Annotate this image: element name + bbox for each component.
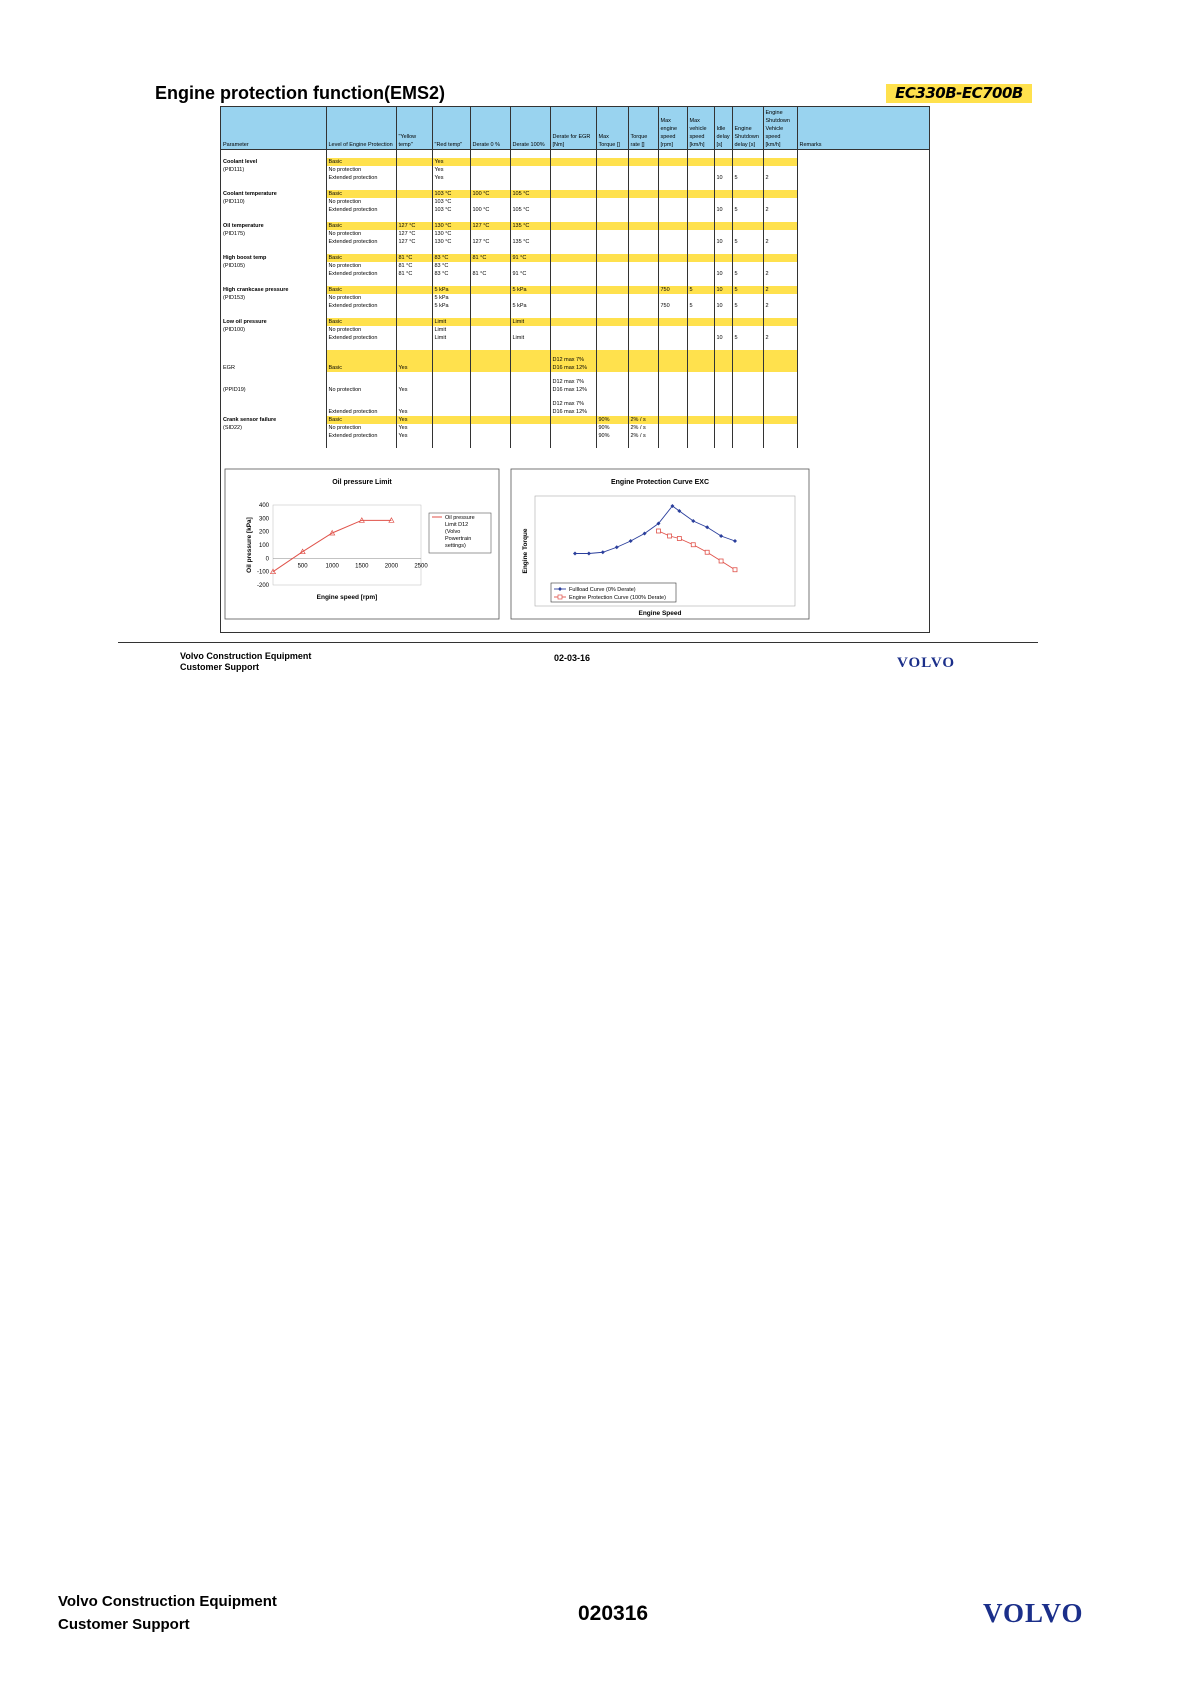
table-cell: No protection — [326, 262, 396, 270]
table-cell: No protection — [326, 424, 396, 432]
table-cell: 5 — [732, 174, 763, 182]
legend-text: Powertrain — [445, 536, 472, 542]
table-cell: 2% / s — [628, 416, 658, 424]
table-cell: 2 — [763, 270, 797, 278]
table-cell: 100 °C — [470, 206, 510, 214]
table-cell: Extended protection — [326, 270, 396, 278]
table-cell: Yes — [432, 158, 470, 166]
column-header: Parameter — [221, 107, 326, 150]
oil-pressure-chart — [225, 469, 499, 619]
table-cell: (PID111) — [223, 167, 245, 173]
table-cell: Extended protection — [326, 334, 396, 342]
chart-title: Oil pressure Limit — [332, 479, 392, 486]
table-cell: 100 °C — [470, 190, 510, 198]
footer-small-company — [180, 651, 311, 673]
x-tick-label: 1000 — [325, 563, 339, 570]
legend-text: Fullload Curve (0% Derate) — [569, 587, 636, 593]
y-tick-label: -100 — [256, 569, 269, 576]
table-cell: Limit — [432, 318, 470, 326]
column-header: Level of Engine Protection — [326, 107, 396, 150]
table-cell: 81 °C — [470, 270, 510, 278]
footer-dept: Customer Support — [58, 1616, 190, 1633]
table-cell: 2 — [763, 174, 797, 182]
y-tick-label: -200 — [256, 583, 269, 589]
table-cell: 10 — [714, 206, 732, 214]
table-cell: No protection — [326, 166, 396, 174]
table-cell: 10 — [714, 270, 732, 278]
table-cell: 2% / s — [628, 424, 658, 432]
table-cell: (PID100) — [223, 327, 246, 333]
table-cell: Limit — [432, 326, 470, 334]
y-axis-label: Engine Torque — [522, 528, 529, 574]
table-cell: 2% / s — [628, 432, 658, 440]
table-cell: Limit — [432, 334, 470, 342]
table-cell: 81 °C — [396, 270, 432, 278]
table-cell: 5 kPa — [510, 286, 550, 294]
table-cell: 103 °C — [432, 190, 470, 198]
document-code: 020316 — [578, 1602, 649, 1625]
table-cell: Yes — [396, 416, 432, 424]
column-header: Remarks — [797, 107, 929, 150]
table-cell: Yes — [396, 350, 432, 372]
table-cell: Coolant temperature — [223, 191, 277, 197]
table-cell: 750 — [658, 302, 687, 310]
column-header: Engine Shutdown Vehicle speed [km/h] — [763, 107, 797, 150]
table-cell: Extended protection — [326, 238, 396, 246]
table-cell: 81 °C — [470, 254, 510, 262]
table-cell: 130 °C — [432, 230, 470, 238]
table-cell: No protection — [326, 372, 396, 394]
table-cell: 2 — [763, 238, 797, 246]
table-cell: Extended protection — [326, 432, 396, 440]
table-cell: Yes — [396, 424, 432, 432]
legend-text: settings) — [445, 543, 466, 549]
legend-marker — [558, 595, 562, 599]
egr-derate-value: D12 max 7% — [552, 379, 584, 385]
table-cell: 10 — [714, 286, 732, 294]
table-cell: 750 — [658, 286, 687, 294]
table-cell: 5 — [732, 334, 763, 342]
data-point — [719, 559, 723, 563]
data-point — [656, 529, 660, 533]
table-cell: (PID110) — [223, 199, 245, 205]
data-point — [705, 550, 709, 554]
table-cell: 2 — [763, 206, 797, 214]
table-cell: Yes — [432, 166, 470, 174]
column-header: Idle delay [s] — [714, 107, 732, 150]
table-cell: 105 °C — [510, 206, 550, 214]
table-cell: Low oil pressure — [223, 319, 267, 325]
table-cell: Extended protection — [326, 174, 396, 182]
table-cell: Yes — [396, 372, 432, 394]
x-tick-label: 1500 — [355, 563, 369, 570]
table-cell: (SID22) — [223, 425, 242, 431]
table-cell: Extended protection — [326, 394, 396, 416]
table-cell: 5 kPa — [510, 302, 550, 310]
volvo-logo-small: VOLVO — [897, 655, 956, 671]
footer-company — [58, 1590, 277, 1636]
data-point — [668, 534, 672, 538]
table-cell: Yes — [396, 432, 432, 440]
column-header: Derate 100% — [510, 107, 550, 150]
table-cell: High boost temp — [223, 255, 267, 261]
data-point — [733, 568, 737, 572]
legend-text: Oil pressure — [445, 515, 475, 521]
table-cell: 127 °C — [396, 222, 432, 230]
column-header: Torque rate [] — [628, 107, 658, 150]
protection-table-sheet — [220, 106, 930, 633]
table-cell: 90% — [596, 416, 628, 424]
table-cell: Extended protection — [326, 206, 396, 214]
table-cell: Coolant level — [223, 159, 258, 165]
charts-layer — [221, 107, 929, 632]
engine-protection-curve-chart — [511, 469, 809, 619]
column-header: Max Torque [] — [596, 107, 628, 150]
footer-small-date: 02-03-16 — [554, 653, 591, 663]
table-cell: Basic — [326, 350, 396, 372]
table-cell: Oil temperature — [223, 223, 264, 229]
table-cell: Basic — [326, 222, 396, 230]
table-cell: 5 — [732, 286, 763, 294]
table-cell: 2 — [763, 334, 797, 342]
slide-title: Engine protection function(EMS2) — [155, 83, 445, 103]
x-axis-label: Engine Speed — [638, 610, 682, 617]
table-cell: 127 °C — [470, 238, 510, 246]
table-cell: 5 — [732, 302, 763, 310]
table-cell: 10 — [714, 174, 732, 182]
footer-divider — [118, 642, 1038, 643]
table-cell: 5 — [687, 286, 714, 294]
y-tick-label: 100 — [258, 543, 269, 549]
table-cell: 5 — [732, 238, 763, 246]
table-cell: 91 °C — [510, 254, 550, 262]
table-cell: Yes — [396, 394, 432, 416]
table-cell: 135 °C — [510, 238, 550, 246]
table-cell: Basic — [326, 416, 396, 424]
egr-derate-value: D16 max 12% — [552, 365, 588, 371]
table-cell: 130 °C — [432, 222, 470, 230]
model-badge: EC330B-EC700B — [886, 84, 1032, 103]
table-cell: 5 — [687, 302, 714, 310]
x-tick-label: 500 — [297, 563, 308, 570]
y-tick-label: 400 — [258, 503, 269, 509]
table-cell: Crank sensor failure — [223, 417, 277, 423]
y-tick-label: 200 — [258, 529, 269, 536]
table-cell: (PID153) — [223, 295, 246, 301]
table-cell: Basic — [326, 286, 396, 294]
column-header: Engine Shutdown delay [s] — [732, 107, 763, 150]
x-tick-label: 2500 — [414, 563, 428, 570]
table-cell: 81 °C — [396, 262, 432, 270]
legend-text: Engine Protection Curve (100% Derate) — [569, 595, 666, 601]
y-tick-label: 0 — [265, 556, 269, 563]
footer-small-dept: Customer Support — [180, 662, 260, 672]
column-header: Derate for EGR [Nm] — [550, 107, 596, 150]
table-cell: 127 °C — [396, 230, 432, 238]
legend-text: Limit D12 — [445, 522, 469, 528]
data-point — [677, 537, 681, 541]
table-cell: No protection — [326, 326, 396, 334]
table-cell: 130 °C — [432, 238, 470, 246]
table-cell: 127 °C — [470, 222, 510, 230]
footer-small-company-name: Volvo Construction Equipment — [180, 651, 312, 661]
chart-title: Engine Protection Curve EXC — [610, 479, 710, 486]
table-cell: 5 kPa — [432, 286, 470, 294]
table-cell: 103 °C — [432, 198, 470, 206]
table-cell: 83 °C — [432, 262, 470, 270]
table-cell: (PPID19) — [223, 387, 246, 393]
table-cell: Basic — [326, 190, 396, 198]
table-cell: Basic — [326, 254, 396, 262]
table-cell: (PID175) — [223, 231, 246, 237]
egr-derate-value: D16 max 12% — [552, 387, 588, 393]
y-tick-label: 300 — [258, 516, 269, 523]
table-cell: Limit — [510, 334, 550, 342]
table-cell: 5 kPa — [432, 302, 470, 310]
table-cell: Extended protection — [326, 302, 396, 310]
table-cell: 10 — [714, 334, 732, 342]
egr-derate-value: D12 max 7% — [552, 401, 584, 407]
table-cell: 10 — [714, 302, 732, 310]
column-header: Max engine speed [rpm] — [658, 107, 687, 150]
footer-company-name: Volvo Construction Equipment — [58, 1593, 277, 1610]
column-header: "Red temp" — [432, 107, 470, 150]
table-cell: 127 °C — [396, 238, 432, 246]
table-cell: 105 °C — [510, 190, 550, 198]
table-cell: 83 °C — [432, 270, 470, 278]
y-axis-label: Oil pressure [kPa] — [246, 517, 253, 573]
table-cell: 135 °C — [510, 222, 550, 230]
table-cell: 2 — [763, 286, 797, 294]
table-cell: No protection — [326, 198, 396, 206]
table-cell: 2 — [763, 302, 797, 310]
table-cell: 5 — [732, 206, 763, 214]
table-cell: No protection — [326, 230, 396, 238]
egr-derate-value: D16 max 12% — [552, 409, 588, 415]
table-cell: 90% — [596, 424, 628, 432]
table-cell: 103 °C — [432, 206, 470, 214]
volvo-logo: VOLVO — [983, 1598, 1084, 1628]
egr-derate-value: D12 max 7% — [552, 357, 584, 363]
table-cell: Limit — [510, 318, 550, 326]
legend-text: (Volvo — [445, 529, 461, 535]
table-cell: 5 kPa — [432, 294, 470, 302]
column-header: Derate 0 % — [470, 107, 510, 150]
table-cell: Basic — [326, 158, 396, 166]
table-cell: (PID105) — [223, 263, 246, 269]
table-cell: Basic — [326, 318, 396, 326]
table-cell: 81 °C — [396, 254, 432, 262]
column-header: Max vehicle speed [km/h] — [687, 107, 714, 150]
table-cell: EGR — [223, 365, 235, 371]
column-header: "Yellow temp" — [396, 107, 432, 150]
x-axis-label: Engine speed [rpm] — [316, 594, 378, 601]
table-cell: 83 °C — [432, 254, 470, 262]
table-cell: No protection — [326, 294, 396, 302]
table-cell: Yes — [432, 174, 470, 182]
x-tick-label: 2000 — [384, 563, 399, 570]
data-point — [691, 543, 695, 547]
table-cell: 91 °C — [510, 270, 550, 278]
table-cell: 5 — [732, 270, 763, 278]
table-cell: 90% — [596, 432, 628, 440]
table-cell: 10 — [714, 238, 732, 246]
table-cell: High crankcase pressure — [223, 287, 289, 293]
